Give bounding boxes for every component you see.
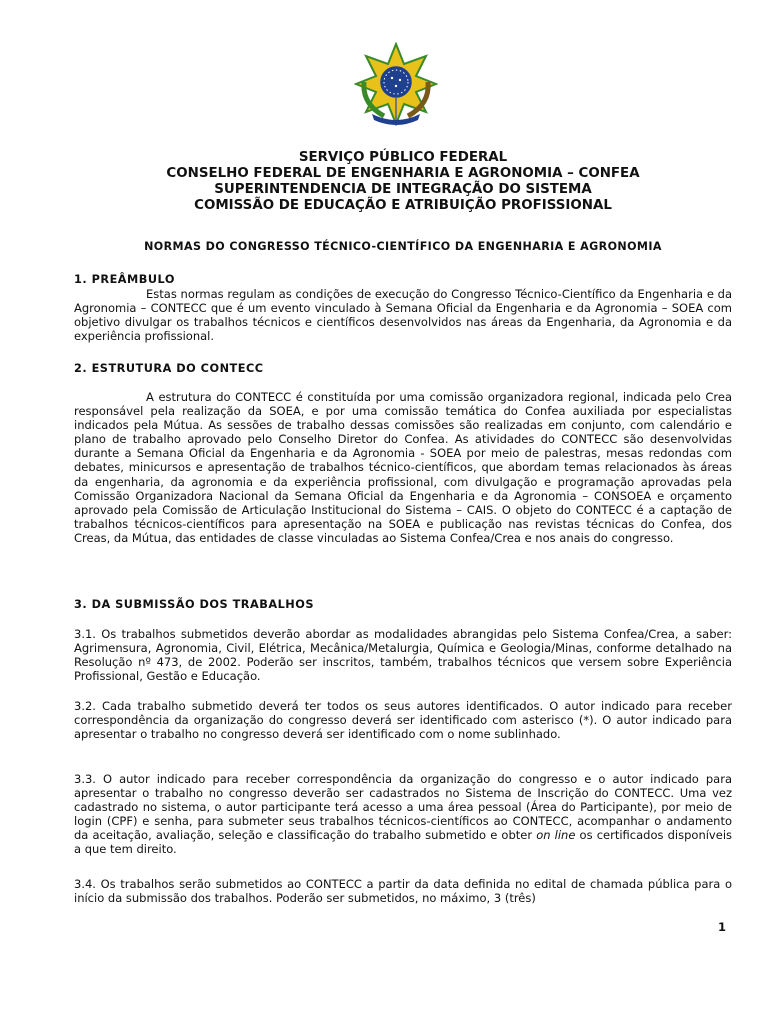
header-line-3: SUPERINTENDENCIA DE INTEGRAÇÃO DO SISTEMA — [214, 182, 592, 197]
header-line-1: SERVIÇO PÚBLICO FEDERAL — [298, 150, 508, 165]
header-line-4: COMISSÃO DE EDUCAÇÃO E ATRIBUIÇÃO PROFISSIONAL — [194, 198, 612, 213]
clause-3-4: 3.4. Os trabalhos serão submetidos ao CONTECC a partir da data definida no edital de chamada pública para o início da submissão dos trabalhos. Poderão ser submetidos, no máximo, 3 (três) — [74, 877, 732, 906]
section-3-heading: 3. DA SUBMISSÃO DOS TRABALHOS — [74, 598, 314, 611]
page-number: 1 — [718, 920, 727, 934]
brazil-coat-of-arms-icon — [354, 42, 438, 126]
clause-3-1: 3.1. Os trabalhos submetidos deverão abordar as modalidades abrangidas pelo Sistema Confea/Crea, a saber: Agrimensura, Agronomia, Civil, Elétrica, Mecânica/Metalurgia, Química e Geologia/Minas, conforme detalhado na Resolução nº 473, de 2002. Poderão ser inscritos, também, trabalhos técnicos que versem sobre Experiência Profissional, Gestão e Educação. — [74, 627, 732, 684]
clause-3-3-text-a: 3.3. O autor indicado para receber correspondência da organização do congresso e o autor indicado para apresentar o trabalho no congresso deverão ser cadastrados no Sistema de Inscrição do CONTECC. Uma vez cadastrado no sistema, o autor participante terá acesso a uma área pessoal (Área do Participante), por meio de login (CPF) e senha, para submeter seus trabalhos técnicos-científicos ao CONTECC, acompanhar o andamento da aceitação, avaliação, seleção e classificação do trabalho submetido e obter — [74, 772, 732, 843]
section-1-heading: 1. PREÂMBULO — [74, 273, 175, 286]
section-2-paragraph: A estrutura do CONTECC é constituída por uma comissão organizadora regional, indicada pelo Crea responsável pela realização da SOEA, e por uma comissão temática do Confea auxiliada por especialistas indicados pela Mútua. As sessões de trabalho dessas comissões são realizadas em conjunto, com calendário e plano de trabalho aprovado pelo Conselho Diretor do Confea. As atividades do CONTECC são desenvolvidas durante a Semana Oficial da Engenharia e da Agronomia - SOEA por meio de palestras, mesas redondas com debates, minicursos e apresentação de trabalhos técnico-científicos, que abordam temas relacionados às áreas da engenharia, da agronomia e da experiência profissional, com divulgação e programação aprovadas pela Comissão Organizadora Nacional da Semana Oficial da Engenharia e da Agronomia – CONSOEA e orçamento aprovado pela Comissão de Articulação Institucional do Sistema – CAIS. O objeto do CONTECC é a captação de trabalhos técnicos-científicos para apresentação na SOEA e publicação nas revistas técnicas do Confea, dos Creas, da Mútua, das entidades de classe vinculadas ao Sistema Confea/Crea e nos anais do congresso. — [74, 390, 732, 545]
clause-3-3-text-b: os certificados disponíveis a que tem direito. — [74, 828, 733, 857]
section-1-paragraph: Estas normas regulam as condições de execução do Congresso Técnico-Científico da Engenharia e da Agronomia – CONTECC que é um evento vinculado à Semana Oficial da Engenharia e da Agronomia – SOEA com objetivo divulgar os trabalhos técnicos e científicos desenvolvidos nas áreas da Engenharia, da Agronomia e da experiência profissional. — [74, 287, 732, 344]
clause-3-3-online: on line — [536, 828, 576, 843]
document-header — [74, 150, 732, 214]
document-title: NORMAS DO CONGRESSO TÉCNICO-CIENTÍFICO DA ENGENHARIA E AGRONOMIA — [144, 240, 662, 253]
clause-3-3 — [74, 772, 732, 857]
header-line-2: CONSELHO FEDERAL DE ENGENHARIA E AGRONOMIA – CONFEA — [166, 166, 640, 181]
section-2-heading: 2. ESTRUTURA DO CONTECC — [74, 362, 264, 375]
clause-3-2: 3.2. Cada trabalho submetido deverá ter todos os seus autores identificados. O autor indicado para receber correspondência da organização do congresso deverá ser identificado com asterisco (*). O autor indicado para apresentar o trabalho no congresso deverá ser identificado com o nome sublinhado. — [74, 699, 732, 742]
